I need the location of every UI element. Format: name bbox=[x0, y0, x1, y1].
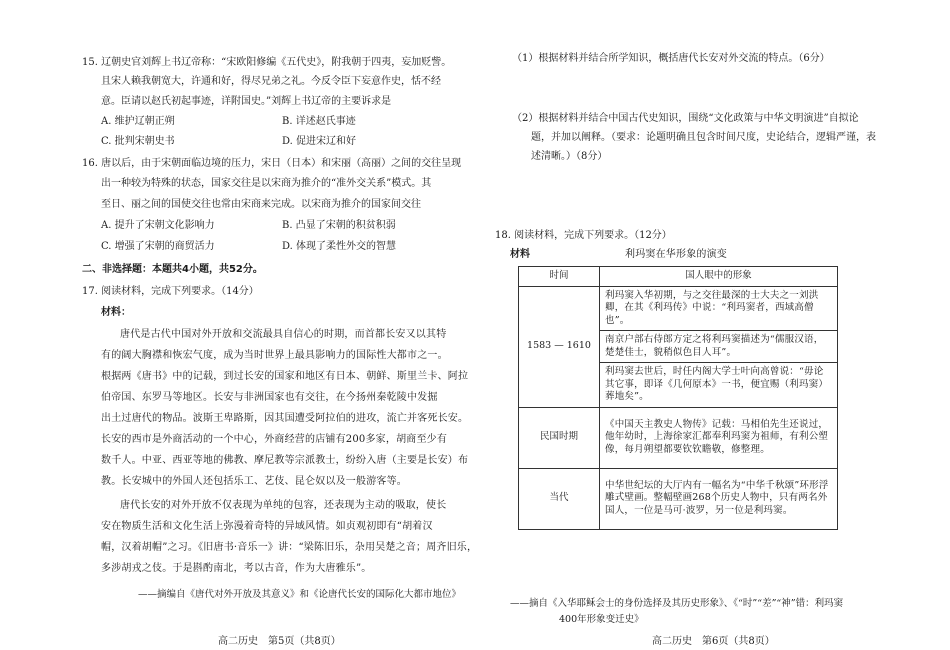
q17-p1-line: 有的阔大胸襟和恢宏气度，成为当时世界上最具影响力的国际性大都市之一。 bbox=[101, 350, 448, 361]
q18-material-label: 材料 bbox=[510, 249, 530, 260]
q18-source-line2: 400年形象变迁史》 bbox=[559, 614, 644, 625]
q17-p2-line: 安在物质生活和文化生活上弥漫着奇特的异域风情。如贞观初即有“胡着汉 bbox=[101, 521, 433, 532]
col-time-header: 时间 bbox=[519, 267, 600, 287]
image-cell: 南京户部右侍郎方定之将利玛窦描述为“儒服汉语，楚楚佳士，貌稍似色目人耳”。 bbox=[600, 331, 838, 363]
image-cell: 利玛窦去世后，时任内阁大学士叶向高曾说：“毋论其它事，即译《几何原本》一书，便宜赐（利玛窦）葬地矣”。 bbox=[600, 363, 838, 408]
q16-line1: 16. 唐以后，由于宋朝面临边境的压力，宋日（日本）和宋丽（高丽）之间的交往呈现 bbox=[82, 158, 462, 169]
table-row bbox=[519, 468, 838, 529]
image-cell: 利玛窦入华初期，与之交往最深的士大夫之一刘洪卿，在其《利玛传》中说：“利玛窦者，西域高僧也”。 bbox=[600, 286, 838, 331]
q17-p2-line: 多涉胡戎之伎。于是斟酌南北，考以古音，作为大唐雅乐”。 bbox=[101, 563, 372, 574]
q17-stem: 17. 阅读材料，完成下列要求。（14分） bbox=[82, 286, 259, 297]
table-row bbox=[519, 407, 838, 468]
q15-line3: 意。臣请以赵氏初起事迹，详附国史。”刘辉上书辽帝的主要诉求是 bbox=[101, 96, 392, 107]
q15-option-c[interactable]: C. 批判宋朝史书 bbox=[101, 136, 175, 147]
q17-p1-line: 数千人。中亚、西亚等地的佛教、摩尼教等宗派教士，纷纷入唐（主要是长安）布 bbox=[101, 455, 469, 466]
page-footer: 高二历史 第6页（共8页） bbox=[652, 636, 775, 647]
period-cell: 1583 — 1610 bbox=[519, 286, 600, 407]
q16-option-a[interactable]: A. 提升了宋朝文化影响力 bbox=[101, 220, 215, 231]
q17-sub2-line1: （2）根据材料并结合中国古代史知识，围绕“文化政策与中华文明演进”自拟论 bbox=[512, 113, 859, 124]
period-cell: 当代 bbox=[519, 468, 600, 529]
q16-option-b[interactable]: B. 凸显了宋朝的积贫积弱 bbox=[282, 220, 396, 231]
q15-line1: 15. 辽朝史官刘辉上书辽帝称：“宋欧阳修编《五代史》，附我朝于四夷，妄加贬訾。 bbox=[82, 57, 452, 68]
q17-sub2-line2: 题，并加以阐释。（要求：论题明确且包含时间尺度，史论结合，逻辑严谨，表 bbox=[531, 132, 876, 143]
q18-stem: 18. 阅读材料，完成下列要求。（12分） bbox=[495, 230, 672, 241]
q17-p2-line: 帽，汉着胡帽”之习。《旧唐书·音乐一》讲：“梁陈旧乐，杂用吴楚之音；周齐旧乐， bbox=[101, 542, 478, 553]
q17-p1-line: 长安的西市是外商活动的一个中心，外商经营的店铺有200多家，胡商至少有 bbox=[101, 434, 448, 445]
q18-source-line1: ——摘自《入华耶稣会士的身份选择及其历史形象》、《“时”“差”“神”错：利玛窦 bbox=[510, 598, 844, 609]
q17-source: ——摘编自《唐代对外开放及其意义》和《论唐代长安的国际化大都市地位》 bbox=[138, 589, 462, 600]
q17-p1-line: 出土过唐代的物品。波斯王卑路斯，因其国遭受阿拉伯的进攻，流亡并客死长安。 bbox=[101, 413, 469, 424]
q17-p1-line: 伯帝国、东罗马等地区。长安与非洲国家也有交往，在今扬州秦乾陵中发掘 bbox=[101, 392, 438, 403]
q17-p1-line: 唐代是古代中国对外开放和交流最具自信心的时期，而首都长安又以其特 bbox=[120, 329, 447, 340]
q15-option-a[interactable]: A. 维护辽朝正朔 bbox=[101, 116, 175, 127]
period-cell: 民国时期 bbox=[519, 407, 600, 468]
q15-line2: 且宋人赖我朝宽大，许通和好，得尽兄弟之礼。今反令臣下妄意作史，恬不经 bbox=[101, 76, 441, 87]
page-footer: 高二历史 第5页（共8页） bbox=[218, 636, 341, 647]
q17-sub1: （1）根据材料并结合所学知识，概括唐代长安对外交流的特点。（6分） bbox=[512, 53, 830, 64]
image-cell: 中华世纪坛的大厅内有一幅名为“中华千秋颂”环形浮雕式壁画。整幅壁画268个历史人物中，只有两名外国人，一位是马可·波罗，另一位是利玛窦。 bbox=[600, 468, 838, 529]
section-heading-2: 二、非选择题：本题共4小题，共52分。 bbox=[82, 264, 263, 275]
q17-material-label: 材料： bbox=[101, 307, 131, 318]
q15-option-b[interactable]: B. 详述赵氏事迹 bbox=[282, 116, 356, 127]
q17-p1-line: 根据两《唐书》中的记载，到过长安的国家和地区有日本、朝鲜、斯里兰卡、阿拉 bbox=[101, 371, 469, 382]
q16-option-d[interactable]: D. 体现了柔性外交的智慧 bbox=[282, 241, 397, 252]
q16-option-c[interactable]: C. 增强了宋朝的商贸活力 bbox=[101, 241, 215, 252]
image-cell: 《中国天主教史人物传》记载：马相伯先生还说过，他年幼时，上海徐家汇都奉利玛窦为祖师，有利公塑像，每月朔望都要钦钦瞻敬，修整理。 bbox=[600, 407, 838, 468]
table-header-row bbox=[519, 267, 838, 287]
q15-option-d[interactable]: D. 促进宋辽和好 bbox=[282, 136, 357, 147]
q18-table bbox=[518, 266, 838, 530]
q16-line2: 出一种较为特殊的状态，国家交往是以宋商为推介的“准外交关系”模式。其 bbox=[101, 178, 432, 189]
col-image-header: 国人眼中的形象 bbox=[600, 267, 838, 287]
q18-table-title: 利玛窦在华形象的演变 bbox=[625, 249, 727, 260]
q16-line3: 至日、丽之间的国使交往也常由宋商来完成。以宋商为推介的国家间交往 bbox=[101, 199, 421, 210]
q17-p2-line: 唐代长安的对外开放不仅表现为单纯的包容，还表现为主动的吸取，使长 bbox=[120, 500, 447, 511]
table-row bbox=[519, 286, 838, 331]
q17-p1-line: 教。长安城中的外国人还包括乐工、艺伎、昆仑奴以及一般游客等。 bbox=[101, 476, 407, 487]
q17-sub2-line3: 述清晰。）（8分） bbox=[531, 151, 608, 162]
